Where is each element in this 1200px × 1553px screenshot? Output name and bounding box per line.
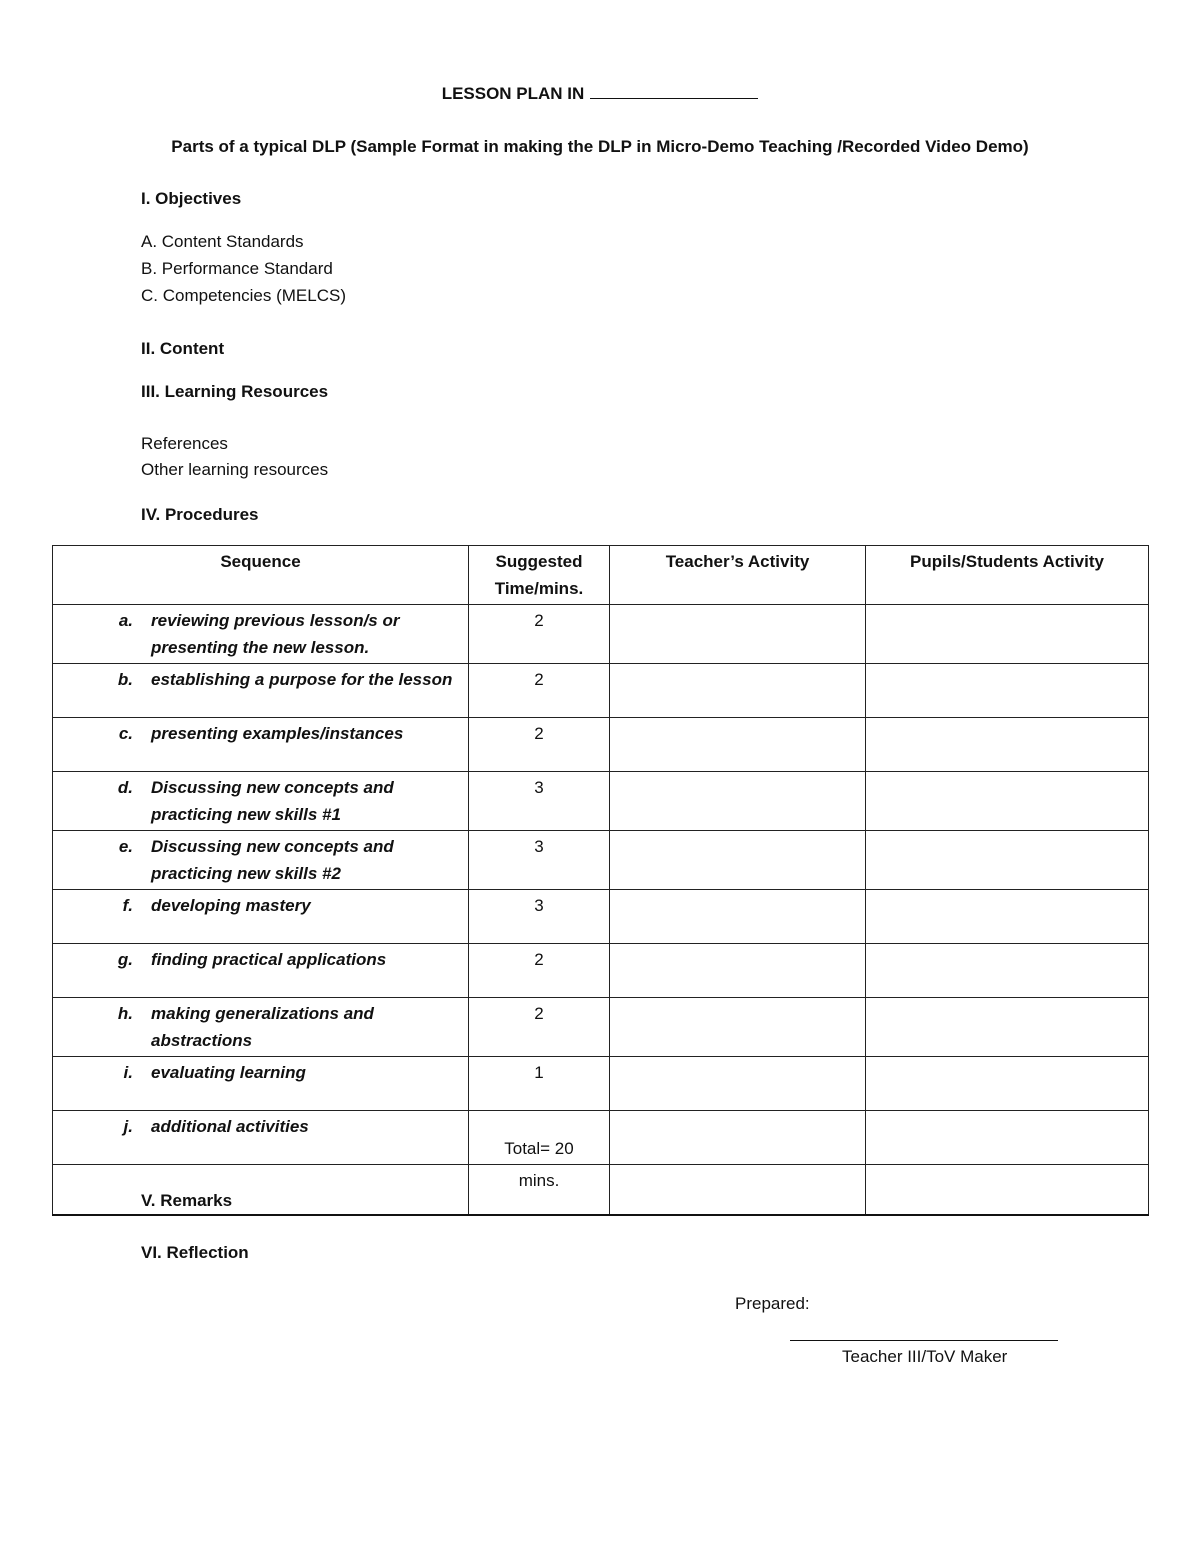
sequence-cell [53,664,469,718]
sequence-letter: b. [117,670,133,689]
signature-line [790,1340,1058,1341]
student-activity-cell[interactable] [866,1165,1149,1216]
objective-item: A. Content Standards [141,232,304,251]
column-header-student-activity: Pupils/Students Activity [866,546,1149,605]
sequence-cell [53,998,469,1057]
sequence-letter: c. [118,724,133,743]
student-activity-cell[interactable] [866,831,1149,890]
sequence-letter: j. [123,1117,133,1136]
student-activity-cell[interactable] [866,772,1149,831]
time-cell: 1 [469,1057,610,1111]
remarks-heading: V. Remarks [141,1191,233,1210]
subject-blank-line [590,84,758,99]
teacher-activity-cell[interactable] [610,605,866,664]
content-heading: II. Content [141,339,225,358]
table-row [53,772,1149,831]
sequence-letter: f. [122,896,133,915]
time-cell: 2 [469,718,610,772]
column-header-time: Suggested Time/mins. [469,546,610,605]
table-row [53,718,1149,772]
sequence-cell [53,890,469,944]
student-activity-cell[interactable] [866,718,1149,772]
teacher-activity-cell[interactable] [610,718,866,772]
column-header-sequence: Sequence [53,546,469,605]
objective-item: B. Performance Standard [141,259,333,278]
sequence-text: Discussing new concepts and practicing new skills #2 [151,837,394,883]
table-row [53,1111,1149,1165]
student-activity-cell[interactable] [866,890,1149,944]
sequence-cell [53,831,469,890]
table-header-row [53,546,1149,605]
column-header-teacher-activity: Teacher’s Activity [610,546,866,605]
sequence-letter: g. [117,950,133,969]
student-activity-cell[interactable] [866,1057,1149,1111]
time-cell: 3 [469,831,610,890]
teacher-activity-cell[interactable] [610,831,866,890]
table-row [53,605,1149,664]
sequence-cell [53,605,469,664]
teacher-activity-cell[interactable] [610,890,866,944]
student-activity-cell[interactable] [866,1111,1149,1165]
sequence-text: additional activities [151,1117,309,1136]
resources-heading: III. Learning Resources [141,382,329,401]
prepared-label: Prepared: [735,1294,810,1313]
sequence-letter: i. [123,1063,133,1082]
sequence-text: evaluating learning [151,1063,306,1082]
time-cell: 2 [469,605,610,664]
teacher-activity-cell[interactable] [610,1111,866,1165]
sequence-cell [53,944,469,998]
signer-role: Teacher III/ToV Maker [842,1347,1008,1366]
time-cell: 3 [469,890,610,944]
table-row [53,831,1149,890]
table-row [53,1057,1149,1111]
sequence-text: making generalizations and abstractions [151,1004,374,1050]
sequence-text: presenting examples/instances [151,724,404,743]
page-subtitle: Parts of a typical DLP (Sample Format in making the DLP in Micro-Demo Teaching /Recorded Video Demo) [171,137,1029,156]
objectives-list [141,228,346,309]
resource-item: Other learning resources [141,460,329,479]
procedures-heading: IV. Procedures [141,505,259,524]
sequence-text: finding practical applications [151,950,387,969]
table-row [53,998,1149,1057]
student-activity-cell[interactable] [866,664,1149,718]
sequence-letter: d. [117,778,133,797]
sequence-text: developing mastery [151,896,311,915]
sequence-letter: h. [117,1004,133,1023]
teacher-activity-cell[interactable] [610,944,866,998]
empty-sequence-cell [53,1165,469,1216]
time-cell: 2 [469,944,610,998]
reflection-heading: VI. Reflection [141,1243,249,1262]
sequence-cell [53,1111,469,1165]
resource-item: References [141,434,228,453]
student-activity-cell[interactable] [866,605,1149,664]
teacher-activity-cell[interactable] [610,1165,866,1216]
teacher-activity-cell[interactable] [610,998,866,1057]
objectives-heading: I. Objectives [141,189,242,208]
sequence-letter: e. [118,837,133,856]
objective-item: C. Competencies (MELCS) [141,286,347,305]
sequence-cell [53,1057,469,1111]
procedures-table [52,545,1149,1216]
sequence-letter: a. [118,611,133,630]
teacher-activity-cell[interactable] [610,772,866,831]
table-row [53,664,1149,718]
sequence-text: establishing a purpose for the lesson [151,670,453,689]
sequence-cell [53,772,469,831]
teacher-activity-cell[interactable] [610,1057,866,1111]
student-activity-cell[interactable] [866,944,1149,998]
total-unit-cell: mins. [469,1165,610,1216]
time-cell: 2 [469,998,610,1057]
resources-list [141,431,328,483]
student-activity-cell[interactable] [866,998,1149,1057]
table-row [53,890,1149,944]
sequence-text: Discussing new concepts and practicing new skills #1 [151,778,394,824]
title-text: LESSON PLAN IN [441,84,585,103]
sequence-text: reviewing previous lesson/s or presenting the new lesson. [151,611,400,657]
total-time-cell: Total= 20 [469,1111,610,1165]
sequence-cell [53,718,469,772]
page-title [0,84,1200,104]
time-cell: 2 [469,664,610,718]
table-row [53,944,1149,998]
time-cell: 3 [469,772,610,831]
teacher-activity-cell[interactable] [610,664,866,718]
